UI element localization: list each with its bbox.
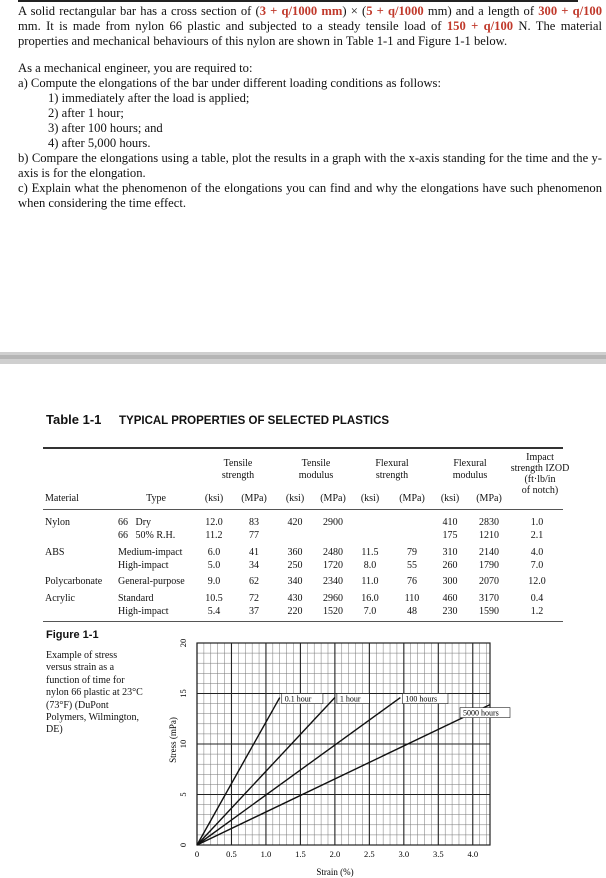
x-axis-label: Strain (%): [316, 867, 354, 877]
table-cell-type: Standard: [118, 593, 154, 604]
table-cell: 2960: [323, 593, 343, 604]
series-label: 100 hours: [405, 694, 438, 704]
x-tick-label: 0.5: [226, 849, 237, 859]
table-cell: 310: [442, 547, 458, 558]
header-flexural-strength: Flexural strength: [375, 458, 409, 481]
table-cell: 2070: [479, 576, 499, 587]
a-item: 1) immediately after the load is applied;: [48, 91, 250, 105]
chart-grid: [197, 643, 490, 845]
col-header-mpa: (MPa): [476, 493, 502, 504]
table-cell: 1.0: [530, 517, 544, 528]
table-cell: 2480: [323, 547, 343, 558]
x-tick-label: 0: [194, 849, 200, 859]
table-cell-type: General-purpose: [118, 576, 185, 587]
table-cell: 0.4: [530, 593, 544, 604]
table-cell: 55: [407, 560, 417, 571]
table-cell: 83: [249, 517, 259, 528]
header-tensile-strength: Tensile strength: [221, 458, 255, 481]
table-label: Table 1-1: [46, 412, 102, 427]
col-header-material: Material: [45, 493, 79, 504]
chart-series: [197, 698, 490, 845]
dim-width: 3 + q/1000 mm: [259, 4, 343, 18]
col-header-mpa: (MPa): [399, 493, 425, 504]
part-b: b) Compare the elongations using a table, plot the results in a graph with the x-axis standing for the time and the y-axis is for the elongation.: [18, 151, 602, 180]
table-cell: 110: [404, 593, 420, 604]
a-item: 2) after 1 hour;: [48, 106, 124, 120]
bar-length: 300 + q/100: [538, 4, 603, 18]
series-label: 5000 hours: [463, 708, 499, 718]
table-cell-type: 66 Dry: [118, 517, 152, 528]
table-cell: 430: [287, 593, 303, 604]
table-cell: 1790: [479, 560, 499, 571]
table-cell: 2830: [479, 517, 499, 528]
table-cell: 41: [249, 547, 259, 558]
table-cell-material: Nylon: [45, 517, 70, 528]
table-cell: 10.5: [205, 593, 223, 604]
table-cell: 62: [249, 576, 259, 587]
table-cell: 34: [249, 560, 259, 571]
col-header-mpa: (MPa): [241, 493, 267, 504]
table-cell: 220: [287, 606, 303, 617]
header-tensile-modulus: Tensile modulus: [298, 458, 334, 481]
col-header-ksi: (ksi): [204, 493, 224, 504]
table-cell: 340: [287, 576, 303, 587]
table-caption: TYPICAL PROPERTIES OF SELECTED PLASTICS: [119, 415, 390, 427]
table-cell: 420: [287, 517, 303, 528]
header-flexural-modulus: Flexural modulus: [452, 458, 488, 481]
x-tick-label: 3.5: [432, 849, 444, 859]
table-cell-type: High-impact: [118, 560, 169, 571]
y-tick-label: 0: [178, 842, 188, 848]
table-cell: 2900: [323, 517, 343, 528]
table-cell: 175: [442, 530, 458, 541]
table-cell: 7.0: [530, 560, 544, 571]
figure-label: Figure 1-1: [46, 629, 99, 641]
table-cell: 2340: [323, 576, 343, 587]
x-tick-label: 1.5: [295, 849, 306, 859]
table-cell: 9.0: [207, 576, 221, 587]
series-line-5000-hours: [197, 705, 490, 845]
x-tick-label: 2.0: [329, 849, 341, 859]
a-item: 3) after 100 hours; and: [48, 121, 163, 135]
table-cell-material: Acrylic: [45, 593, 75, 604]
table-cell-material: Polycarbonate: [45, 576, 103, 587]
table-cell: 1210: [479, 530, 499, 541]
y-tick-label: 5: [178, 792, 188, 797]
y-tick-label: 10: [178, 739, 188, 749]
problem-paragraph: A solid rectangular bar has a cross section of (3 + q/1000 mm) × (5 + q/1000 mm) and a length of 300 + q/100 mm. It is made from nylon 66 plastic and subjected to a steady tensile load of 150 + q/100 N. The material properties and mechanical behaviours of this nylon are shown in Table 1-1 and Figure 1-1 below.: [18, 4, 603, 48]
part-c: c) Explain what the phenomenon of the elongations you can find and why the elongations have such phenomenon when considering the time effect.: [18, 181, 602, 210]
table-cell: 11.5: [361, 547, 379, 558]
part-a: a) Compute the elongations of the bar under different loading conditions as follows:: [18, 76, 441, 90]
table-cell: 360: [287, 547, 303, 558]
table-cell: 1590: [479, 606, 499, 617]
table-cell: 4.0: [530, 547, 544, 558]
table-cell: 410: [442, 517, 458, 528]
table-cell: 1720: [323, 560, 343, 571]
col-header-ksi: (ksi): [285, 493, 305, 504]
table-cell: 5.4: [207, 606, 221, 617]
y-tick-label: 20: [178, 638, 188, 648]
table-cell: 1520: [323, 606, 343, 617]
table-cell: 72: [249, 593, 259, 604]
y-axis-label: Stress (mPa): [168, 717, 178, 763]
table-cell: 250: [287, 560, 303, 571]
x-tick-label: 3.0: [398, 849, 410, 859]
table-cell: 230: [442, 606, 458, 617]
table-cell: 6.0: [207, 547, 221, 558]
x-tick-label: 2.5: [364, 849, 375, 859]
table-cell: 48: [407, 606, 417, 617]
table-cell: 2.1: [530, 530, 544, 541]
table-cell: 460: [442, 593, 458, 604]
col-header-ksi: (ksi): [360, 493, 380, 504]
chart-labels: [178, 639, 510, 859]
table-cell: 16.0: [361, 593, 379, 604]
x-tick-label: 1.0: [260, 849, 272, 859]
table-cell: 79: [407, 547, 417, 558]
table-cell-type: Medium-impact: [118, 547, 183, 558]
tensile-load: 150 + q/100: [446, 19, 514, 33]
table-cell: 7.0: [363, 606, 377, 617]
a-item: 4) after 5,000 hours.: [48, 136, 151, 150]
table-cell-material: ABS: [45, 547, 65, 558]
table-cell-type: High-impact: [118, 606, 169, 617]
table-cell-type: 66 50% R.H.: [118, 530, 176, 541]
series-label: 1 hour: [339, 694, 361, 704]
table-cell: 1.2: [530, 606, 544, 617]
col-header-mpa: (MPa): [320, 493, 346, 504]
table-cell: 12.0: [528, 576, 546, 587]
col-header-ksi: (ksi): [440, 493, 460, 504]
header-impact-strength: Impact strength IZOD (ft·lb/in of notch): [510, 452, 570, 496]
dim-height: 5 + q/1000: [366, 4, 424, 18]
y-tick-label: 15: [178, 689, 188, 698]
x-tick-label: 4.0: [467, 849, 479, 859]
table-cell: 11.0: [361, 576, 379, 587]
table-cell: 2140: [479, 547, 499, 558]
table-cell: 76: [407, 576, 417, 587]
table-cell: 11.2: [205, 530, 223, 541]
figure-caption: Example of stress versus strain as a function of time for nylon 66 plastic at 23°C (73°F) (DuPont Polymers, Wilmington, DE): [46, 650, 143, 736]
table-cell: 8.0: [363, 560, 377, 571]
series-label: 0.1 hour: [284, 694, 312, 704]
table-cell: 5.0: [207, 560, 221, 571]
table-cell: 3170: [479, 593, 499, 604]
table-cell: 300: [442, 576, 458, 587]
table-cell: 37: [249, 606, 259, 617]
table-cell: 77: [249, 530, 259, 541]
table-cell: 260: [442, 560, 458, 571]
col-header-type: Type: [146, 493, 166, 504]
intro-line: As a mechanical engineer, you are required to:: [18, 61, 253, 75]
table-cell: 12.0: [205, 517, 223, 528]
